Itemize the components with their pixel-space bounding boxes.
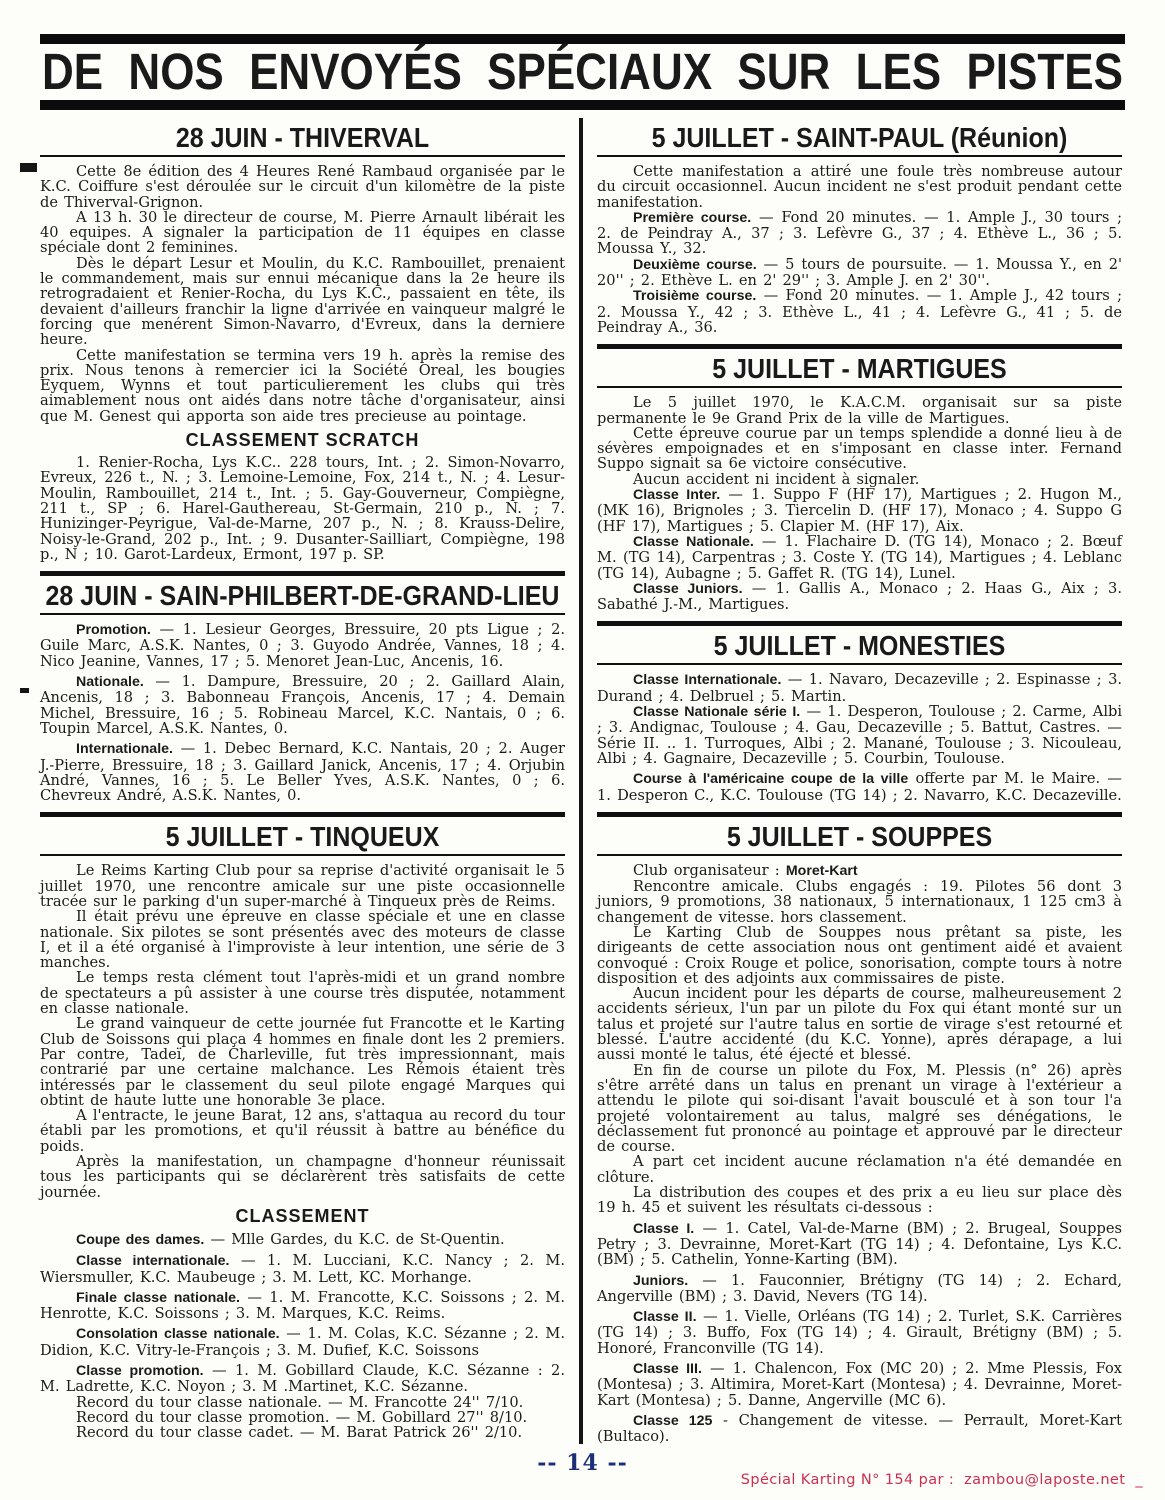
entry-lead: Classe Juniors. — [633, 580, 743, 597]
body-paragraph — [597, 426, 1122, 472]
entry-lead: Première course. — [633, 209, 752, 226]
masthead-title-word: PISTES — [966, 44, 1123, 101]
entry-text: Le Reims Karting Club pour sa reprise d'activité organisait le 5 juillet 1970, une rencontre amicale sur une piste occasionnelle tracée sur le parking d'un super-marché à Tinqueux près de Reims. — [40, 862, 565, 910]
masthead-title-word: NOS — [128, 44, 224, 101]
body-paragraph — [597, 704, 1122, 766]
entry-lead: Course à l'américaine coupe de la ville — [633, 771, 909, 788]
body-paragraph — [597, 164, 1122, 210]
entry-text: Après la manifestation, un champagne d'honneur réunissait tous les participants qui se déclarèrent très satisfaits de cette journée. — [40, 1153, 565, 1201]
entry-lead: Coupe des dames. — [76, 1231, 205, 1248]
body-paragraph — [597, 771, 1122, 803]
section-rule-thick — [40, 812, 565, 817]
entry-lead: Classe 125 — [633, 1412, 713, 1429]
entry-lead: Moret-Kart — [785, 862, 858, 879]
entry-text: — 1. Lesieur Georges, Bressuire, 20 pts Ligue ; 2. Guile Marc, A.S.K. Nantes, 0 ; 3. Guyodo Andrée, Vannes, 18 ; 4. Nico Jeanine, Vannes, 17 ; 5. Menoret Jean-Luc, Ancenis, 16. — [40, 621, 565, 670]
section-rule-thick — [597, 621, 1122, 626]
entry-lead: Troisième course. — [633, 288, 757, 305]
entry-text: — 1. Chalencon, Fox (MC 20) ; 2. Mme Plessis, Fox (Montesa) ; 3. Altimira, Moret-Kart (Montesa) ; 4. Devrainne, Moret-Kart (Montesa) ; 5. Danne, Angerville (MC 6). — [597, 1360, 1122, 1409]
entry-text: Rencontre amicale. Clubs engagés : 19. Pilotes 56 dont 3 juniors, 9 promotions, 38 nationaux, 5 internationaux, 1 125 cm3 à changement de vitesse. hors classement. — [597, 878, 1122, 926]
masthead-title-word: DE — [42, 44, 104, 101]
entry-lead: Promotion. — [76, 622, 151, 639]
right-column — [597, 118, 1122, 1444]
entry-lead: Internationale. — [76, 741, 173, 758]
body-paragraph — [597, 257, 1122, 289]
entry-text: A part cet incident aucune réclamation n'a été demandée en clôture. — [597, 1153, 1122, 1186]
body-paragraph — [40, 455, 565, 562]
entry-lead: Nationale. — [76, 674, 144, 691]
masthead-title-word: SPÉCIAUX — [487, 44, 713, 101]
section-rule-thin — [40, 155, 565, 157]
body-paragraph — [40, 164, 565, 210]
body-paragraph — [40, 1253, 565, 1285]
section-rule-thick — [597, 344, 1122, 349]
body-paragraph — [597, 210, 1122, 257]
body-paragraph — [40, 1410, 565, 1425]
body-paragraph — [597, 1185, 1122, 1216]
entry-text: Le Karting Club de Souppes nous prêtant sa piste, les dirigeants de cette association nous ont gentiment aidé et avaient convoqué : Croix Rouge et police, sonorisation, compte tours à notre disposition et des adjoints aux commissaires de piste. — [597, 923, 1122, 987]
entry-text: La distribution des coupes et des prix a eu lieu sur place dès 19 h. 45 et suivent les résultats ci-dessous : — [597, 1184, 1122, 1217]
body-paragraph — [597, 1063, 1122, 1155]
entry-text: Cette manifestation se termina vers 19 h. après la remise des prix. Nous tenons à remercier ici la Société Oreal, les bougies Eyquem, Wynns et tout particulierement les clubs qui très aimablement nous ont aidés dans notre tâche d'organisateur, ainsi que M. Genest qui apporta son aide tres precieuse au pointage. — [40, 346, 565, 425]
section-rule-thin — [597, 663, 1122, 665]
entry-text: Le temps resta clément tout l'après-midi et un grand nombre de spectateurs a pû assister à une course très disputée, notamment en classe nationale. — [40, 969, 565, 1018]
entry-text: En fin de course un pilote du Fox, M. Plessis (n° 26) après s'être arrêté dans un talus en prenant un virage à l'extérieur a attendu le pilote qui soi-disant l'avait bousculé et à son tour l'a projeté volontairement au talus, malgré ses dénégations, le déclassement fut prononcé au pointage et approuvé par le directeur de course. — [597, 1061, 1122, 1156]
classement-heading: CLASSEMENT SCRATCH — [185, 430, 420, 451]
body-paragraph — [597, 986, 1122, 1062]
body-paragraph — [597, 1309, 1122, 1356]
entry-text: Cette épreuve courue par un temps splendide a donné lieu à de sévères empoignades et en s'imposant en classe inter. Fernand Suppo signait sa 6e victoire consécutive. — [597, 424, 1122, 473]
entry-text: — 5 tours de poursuite. — 1. Moussa Y., en 2' 20'' ; 2. Ethève L. en 2' 29'' ; 3. Ample J. en 2' 30''. — [597, 255, 1122, 290]
body-paragraph — [40, 1154, 565, 1200]
section-rule-thin — [597, 854, 1122, 856]
entry-lead: Classe Inter. — [633, 487, 721, 504]
entry-text: Aucun incident pour les départs de course, malheureusement 2 accidents sérieux, l'un par un pilote du Fox qui étant monté sur un talus et projeté sur l'autre talus en sortie de virage s'est retourné et blessé. L'autre accidenté (du K.C. Yonne), après dérapage, a lui aussi monté le talus, été éjecté et blessé. — [597, 985, 1122, 1064]
entry-text: Le grand vainqueur de cette journée fut Francotte et le Karting Club de Soissons qui plaça 4 hommes en finale dont les 2 premiers. Par contre, Tadeï, de Charleville, fut très impressionnant, mais contrarié par une certaine malchance. Les Rémois étaient très intéressés par le classement du seul pilote engagé Marques qui obtint de haute lutte une honorable 3e place. — [40, 1015, 565, 1109]
body-paragraph — [40, 1425, 565, 1440]
entry-text: — 1. M. Lucciani, K.C. Nancy ; 2. M. Wiersmuller, K.C. Maubeuge ; 3. M. Lett, KC. Morhange. — [40, 1252, 565, 1286]
entry-text: Le 5 juillet 1970, le K.A.C.M. organisait sur sa piste permanente le 9e Grand Prix de la ville de Martigues. — [597, 394, 1122, 427]
entry-text: Record du tour classe nationale. — M. Francotte 24'' 7/10. — [76, 1393, 524, 1411]
body-paragraph — [597, 1413, 1122, 1445]
section-rule-thick — [597, 812, 1122, 817]
entry-lead: Deuxième course. — [633, 256, 757, 273]
entry-text: — Mlle Gardes, du K.C. de St-Quentin. — [204, 1230, 505, 1248]
scan-artifact — [20, 163, 37, 172]
column-divider — [579, 118, 583, 1444]
body-paragraph — [597, 395, 1122, 426]
body-paragraph — [40, 741, 565, 803]
entry-lead: Juniors. — [633, 1272, 689, 1289]
body-paragraph — [40, 1108, 565, 1154]
entry-text: — 1. Desperon, Toulouse ; 2. Carme, Albi ; 3. Andignac, Toulouse ; 4. Gau, Decazeville ; 5. Battut, Castres. — Série II. .. 1. Turroques, Albi ; 2. Manané, Toulouse ; 3. Nicouleau, Albi ; 4. Gagnaire, Decazeville ; 5. Courbin, Toulouse. — [597, 703, 1122, 767]
section-title: 5 JUILLET - SOUPPES — [726, 821, 993, 853]
masthead-title — [42, 44, 1123, 102]
entry-text: — 1. Catel, Val-de-Marne (BM) ; 2. Brugeal, Souppes Petry ; 3. Devrainne, Moret-Kart (TG 14) ; 4. Defontaine, Lys K.C. (BM) ; 5. Cathelin, Yonne-Karting (BM). — [597, 1219, 1122, 1269]
scan-artifact — [20, 688, 29, 693]
page-number: -- 14 -- — [537, 1450, 628, 1476]
section-title: 5 JUILLET - TINQUEUX — [165, 821, 440, 854]
entry-lead: Classe Internationale. — [633, 672, 782, 689]
columns — [0, 110, 1165, 1444]
masthead-top-rule — [40, 34, 1125, 44]
body-paragraph — [40, 909, 565, 970]
body-paragraph — [597, 487, 1122, 534]
body-paragraph — [40, 348, 565, 424]
entry-text: — 1. Dampure, Bressuire, 20 ; 2. Gaillard Alain, Ancenis, 18 ; 3. Babonneau François, Ancenis, 17 ; 4. Demain Michel, Bressuire, 16 ; 5. Robineau Marcel, K.C. Nantais, 0 ; 6. Toupin Marcel, A.S.K. Nantes, 0. — [40, 673, 565, 737]
entry-lead: Classe III. — [633, 1361, 702, 1377]
entry-lead: Classe II. — [633, 1309, 697, 1326]
section-title: 5 JUILLET - MONESTIES — [713, 630, 1006, 663]
entry-text: Record du tour classe promotion. — M. Gobillard 27'' 8/10. — [76, 1408, 528, 1426]
masthead-title-word: LES — [855, 44, 942, 101]
body-paragraph — [597, 879, 1122, 925]
section-rule-thin — [597, 386, 1122, 388]
entry-lead: Finale classe nationale. — [76, 1289, 240, 1306]
entry-text: Il était prévu une épreuve en classe spéciale et une en classe nationale. Six pilotes se sont présentés avec des moteurs de classe I, et il a été organisé à l'improviste à leur intention, une série de 3 manches. — [40, 908, 565, 972]
entry-text: Cette manifestation a attiré une foule très nombreuse autour du circuit occasionnel. Aucun incident ne s'est produit pendant cette manifestation. — [597, 163, 1122, 211]
body-paragraph — [597, 1361, 1122, 1408]
body-paragraph — [597, 1154, 1122, 1185]
entry-lead: Classe promotion. — [76, 1363, 204, 1379]
entry-text: offerte par M. le Maire. — 1. Desperon C., K.C. Toulouse (TG 14) ; 2. Navarro, K.C. Decazeville. — [597, 770, 1122, 804]
entry-text: - Changement de vitesse. — Perrault, Moret-Kart (Bultaco). — [597, 1411, 1122, 1446]
entry-text: — 1. M. Francotte, K.C. Soissons ; 2. M. Henrotte, K.C. Soissons ; 3. M. Marques, K.C. Reims. — [40, 1288, 566, 1323]
entry-lead: Classe Nationale. — [633, 533, 754, 550]
section-title: 5 JUILLET - MARTIGUES — [712, 353, 1007, 385]
entry-text: A 13 h. 30 le directeur de course, M. Pierre Arnault libérait les 40 equipes. A signaler la participation de 11 équipes en classe spéciale dont 2 feminines. — [40, 208, 565, 257]
body-paragraph — [40, 1326, 565, 1358]
entry-text: — Fond 20 minutes. — 1. Ample J., 30 tours ; 2. de Peindray A., 37 ; 3. Lefèvre G., 37 ; 4. Ethève L., 36 ; 5. Moussa Y., 32. — [597, 208, 1122, 258]
body-paragraph — [597, 288, 1122, 335]
entry-lead: Consolation classe nationale. — [76, 1326, 280, 1343]
entry-text: — 1. Fauconnier, Brétigny (TG 14) ; 2. Echard, Angerville (BM) ; 3. David, Nevers (TG 14). — [597, 1271, 1122, 1305]
entry-text: — 1. Gallis A., Monaco ; 2. Haas G., Aix ; 3. Sabathé J.-M., Martigues. — [597, 579, 1122, 614]
entry-text: Dès le départ Lesur et Moulin, du K.C. Rambouillet, prenaient le commandement, mais sur ennui mécanique dans la 2e heure ils retrogradaient et Renier-Rocha, du Lys K.C., passaient en tête, ils devaient d'ailleurs franchir la ligne d'arrivée en vainqueur malgré le forcing que menérent Simon-Navarro, d'Evreux, dans la derniere heure. — [40, 254, 565, 349]
body-paragraph — [40, 256, 565, 348]
masthead — [0, 0, 1165, 110]
classement-heading: CLASSEMENT — [235, 1205, 370, 1226]
entry-text: A l'entracte, le jeune Barat, 12 ans, s'attaqua au record du tour établi par les promotions, et qu'il réussit à battre au bénéfice du poids. — [40, 1107, 565, 1155]
section-title: 28 JUIN - THIVERVAL — [175, 122, 430, 154]
body-paragraph — [597, 534, 1122, 581]
body-paragraph — [597, 1221, 1122, 1268]
body-paragraph — [40, 1290, 565, 1322]
entry-lead: Classe internationale. — [76, 1253, 230, 1270]
body-paragraph — [40, 674, 565, 736]
section-rule-thin — [597, 155, 1122, 157]
body-paragraph — [597, 1273, 1122, 1305]
body-paragraph — [597, 581, 1122, 613]
body-paragraph — [40, 970, 565, 1016]
entry-text: — 1. M. Gobillard Claude, K.C. Sézanne : 2. M. Ladrette, K.C. Noyon ; 3. M .Martinet, K.C. Sézanne. — [40, 1362, 565, 1396]
entry-text: — 1. Debec Bernard, K.C. Nantais, 20 ; 2. Auger J.-Pierre, Bressuire, 18 ; 3. Gaillard Janick, Ancenis, 17 ; 4. Orjubin André, Vannes, 16 ; 5. Le Beller Yves, A.S.K. Nantes, 0 ; 6. Chevreux André, A.S.K. Nantes, 0. — [40, 740, 565, 805]
entry-text: — 1. Navaro, Decazeville ; 2. Espinasse ; 3. Durand ; 4. Delbruel ; 5. Martin. — [597, 671, 1122, 705]
masthead-title-word: ENVOYÉS — [249, 44, 462, 101]
section-title: 5 JUILLET - SAINT-PAUL (Réunion) — [651, 122, 1068, 154]
section-title: 28 JUIN - SAIN-PHILBERT-DE-GRAND-LIEU — [45, 580, 560, 612]
entry-text: — Fond 20 minutes. — 1. Ample J., 42 tours ; 2. Moussa Y., 42 ; 3. Ethève L., 41 ; 4. Lefèvre G., 41 ; 5. de Peindray A., 36. — [597, 287, 1122, 336]
masthead-title-word: SUR — [737, 44, 831, 101]
entry-text: — 1. M. Colas, K.C. Sézanne ; 2. M. Didion, K.C. Vitry-le-François ; 3. M. Dufief, K.C. Soissons — [40, 1325, 565, 1359]
body-paragraph — [597, 472, 1122, 487]
body-paragraph — [597, 863, 1122, 879]
entry-text: Aucun accident ni incident à signaler. — [633, 470, 920, 488]
entry-text: Cette 8e édition des 4 Heures René Rambaud organisée par le K.C. Coiffure s'est déroulée sur le circuit d'un kilomètre de la piste de Thiverval-Grignon. — [40, 163, 565, 211]
body-paragraph — [40, 622, 565, 669]
body-paragraph — [40, 1363, 565, 1395]
body-paragraph — [597, 925, 1122, 986]
section-rule-thick — [40, 571, 565, 576]
body-paragraph — [40, 1016, 565, 1108]
body-paragraph — [40, 863, 565, 909]
body-paragraph — [40, 1232, 565, 1248]
section-rule-thin — [40, 854, 565, 856]
entry-text: Club organisateur : — [633, 861, 786, 879]
credit-line: Spécial Karting N° 154 par : zambou@laposte.net _ — [740, 1472, 1143, 1488]
entry-text: 1. Renier-Rocha, Lys K.C.. 228 tours, Int. ; 2. Simon-Novarro, Evreux, 226 t., N. ; 3. Lemoine-Lemoine, Fox, 214 t., N. ; 4. Lesur-Moulin, Rambouillet, 214 t., Int. ; 5. Gay-Gouverneur, Compiègne, 211 t., SP ; 6. Harel-Gauthereau, St-Germain, 210 p., N. ; 7. Hunizinger-Peyrigue, Val-de-Marne, 207 p., N. ; 8. Krauss-Delire, Noisy-le-Grand, 202 p., Int. ; 9. Dusanter-Sailliart, Compiègne, 198 p., N ; 10. Garot-Lardeux, Ermont, 197 p. SP. — [40, 454, 565, 563]
entry-text: — 1. Flachaire D. (TG 14), Monaco ; 2. Bœuf M. (TG 14), Carpentras ; 3. Coste Y. (TG 14), Martigues ; 4. Leblanc (TG 14), Aubagne ; 5. Gaffet R. (TG 14), Lunel. — [597, 532, 1122, 582]
entry-text: Record du tour classe cadet. — M. Barat Patrick 26'' 2/10. — [76, 1424, 523, 1442]
entry-lead: Classe Nationale série I. — [633, 704, 801, 721]
entry-lead: Classe I. — [633, 1220, 695, 1237]
entry-text: — 1. Vielle, Orléans (TG 14) ; 2. Turlet, S.K. Carrières (TG 14) ; 3. Buffo, Fox (TG 14) ; 4. Girault, Brétigny (BM) ; 5. Honoré, Franconville (TG 14). — [597, 1308, 1122, 1357]
entry-text: — 1. Suppo F (HF 17), Martigues ; 2. Hugon M., (MK 16), Brignoles ; 3. Tiercelin D. (HF 17), Monaco ; 4. Suppo G (HF 17), Martigues ; 5. Clapier M. (HF 17), Aix. — [597, 486, 1122, 535]
body-paragraph — [40, 210, 565, 256]
body-paragraph — [40, 1395, 565, 1410]
body-paragraph — [597, 672, 1122, 704]
section-rule-thin — [40, 613, 565, 615]
left-column — [40, 118, 565, 1444]
